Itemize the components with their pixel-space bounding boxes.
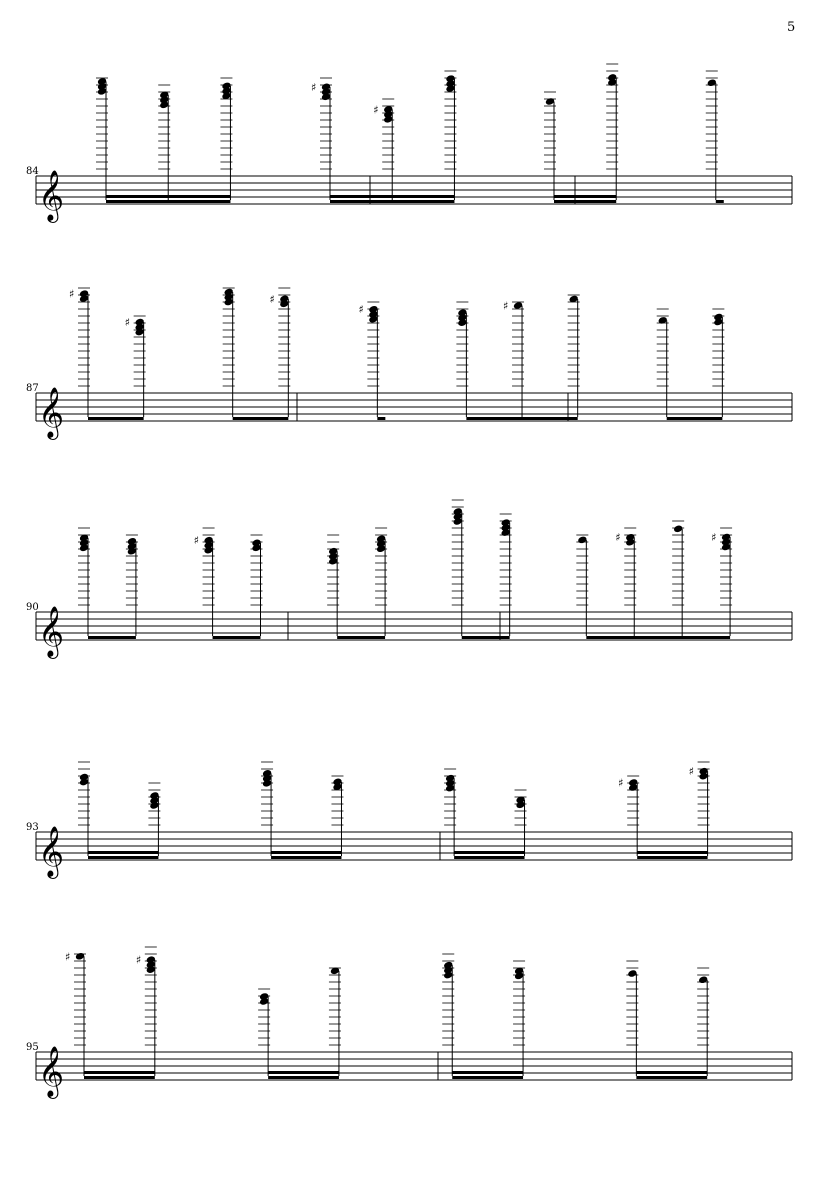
beam (716, 200, 724, 203)
beam (667, 417, 723, 420)
beam (337, 636, 385, 639)
beam (454, 856, 524, 859)
measure-number: 93 (26, 822, 39, 833)
sharp-icon: ♯ (615, 531, 621, 545)
sharp-icon: ♯ (503, 299, 509, 313)
beam (271, 856, 341, 859)
sharp-icon: ♯ (358, 303, 364, 317)
treble-clef-icon: 𝄞 (38, 1046, 65, 1097)
sharp-icon: ♯ (69, 287, 75, 301)
measure-number: 87 (26, 383, 39, 394)
beam (271, 851, 341, 854)
sharp-icon: ♯ (618, 776, 624, 790)
beam (88, 851, 158, 854)
beam (636, 1071, 707, 1074)
treble-clef-icon: 𝄞 (38, 826, 65, 877)
beam (636, 1076, 707, 1079)
beam (233, 417, 289, 420)
beam (452, 1071, 523, 1074)
sharp-icon: ♯ (373, 103, 379, 117)
treble-clef-icon: 𝄞 (38, 387, 65, 438)
beam (377, 417, 385, 420)
sharp-icon: ♯ (269, 292, 275, 306)
beam (84, 1071, 155, 1074)
treble-clef-icon: 𝄞 (38, 606, 65, 657)
beam (466, 417, 577, 420)
beam (88, 417, 144, 420)
sharp-icon: ♯ (124, 316, 130, 330)
beam (330, 195, 454, 198)
beam (268, 1071, 339, 1074)
beam (454, 851, 524, 854)
beam (554, 200, 616, 203)
measure-number: 84 (26, 166, 39, 177)
measure-number: 95 (26, 1042, 39, 1053)
sharp-icon: ♯ (193, 534, 199, 548)
sharp-icon: ♯ (135, 953, 142, 967)
beam (106, 200, 230, 203)
sharp-icon: ♯ (65, 950, 71, 964)
sharp-icon: ♯ (688, 765, 694, 779)
sharp-icon: ♯ (311, 80, 317, 94)
beam (106, 195, 230, 198)
treble-clef-icon: 𝄞 (38, 170, 65, 221)
beam (554, 195, 616, 198)
beam (268, 1076, 339, 1079)
beam (637, 851, 707, 854)
beam (88, 636, 136, 639)
beam (586, 636, 730, 639)
beam (462, 636, 510, 639)
beam (84, 1076, 155, 1079)
beam (213, 636, 261, 639)
page-number: 5 (787, 20, 796, 35)
beam (330, 200, 454, 203)
sharp-icon: ♯ (711, 530, 717, 544)
beam (637, 856, 707, 859)
beam (88, 856, 158, 859)
beam (452, 1076, 523, 1079)
measure-number: 90 (26, 602, 39, 613)
